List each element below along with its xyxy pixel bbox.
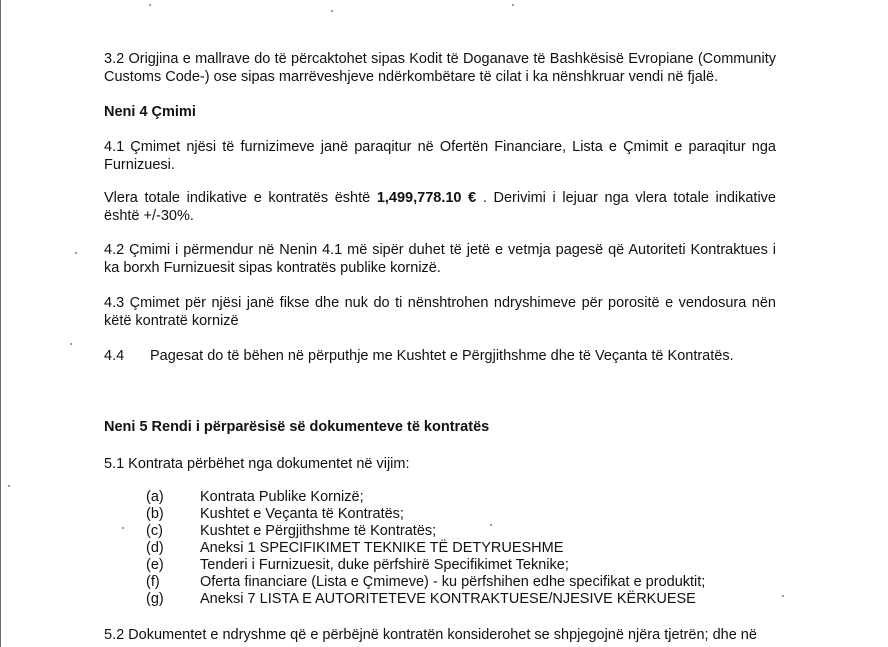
paragraph-4-4-text: Pagesat do të bëhen në përputhje me Kushtet e Përgjithshme dhe të Veçanta të Kontratës. — [150, 348, 734, 364]
list-item-marker: (b) — [146, 506, 164, 522]
paragraph-4-4 — [104, 347, 776, 365]
scan-speck — [149, 4, 151, 6]
paragraph-4-3: 4.3 Çmimet për njësi janë fikse dhe nuk do ti nënshtrohen ndryshimeve për porositë e vendosura nën këtë kontratë kornizë — [104, 295, 776, 329]
list-item — [146, 591, 696, 608]
list-item-marker: (d) — [146, 540, 164, 556]
scan-speck — [75, 252, 77, 254]
paragraph-5-2: 5.2 Dokumentet e ndryshme që e përbëjnë kontratën konsiderohet se shpjegojnë njëra tjetrën; dhe në — [104, 627, 757, 643]
total-value-amount: 1,499,778.10 € — [376, 190, 477, 206]
list-item-marker: (f) — [146, 574, 160, 590]
scan-border — [0, 0, 1, 647]
total-value-prefix: Vlera totale indikative e kontratës është — [104, 190, 377, 206]
list-item-text: Kushtet e Veçanta të Kontratës; — [200, 506, 404, 522]
paragraph-4-4-number: 4.4 — [104, 348, 125, 364]
scan-speck — [70, 343, 72, 345]
scan-speck — [8, 485, 10, 487]
list-item — [146, 574, 705, 591]
scan-speck — [512, 4, 514, 6]
list-item-marker: (a) — [146, 489, 164, 505]
list-item-text: Kushtet e Përgjithshme të Kontratës; — [200, 523, 437, 539]
list-item-marker: (e) — [146, 557, 164, 573]
list-item — [146, 523, 436, 540]
heading-neni-4: Neni 4 Çmimi — [104, 104, 196, 120]
list-item-marker: (c) — [146, 523, 163, 539]
scan-speck — [331, 10, 333, 12]
list-item-text: Aneksi 7 LISTA E AUTORITETEVE KONTRAKTUESE/NJESIVE KËRKUESE — [200, 591, 696, 607]
list-item — [146, 489, 364, 506]
paragraph-4-1: 4.1 Çmimet njësi të furnizimeve janë paraqitur në Ofertën Financiare, Lista e Çmimit e paraqitur nga Furnizuesi. — [104, 139, 776, 173]
paragraph-total-value — [104, 189, 776, 225]
heading-neni-5: Neni 5 Rendi i përparësisë së dokumenteve të kontratës — [104, 419, 490, 435]
list-item-text: Aneksi 1 SPECIFIKIMET TEKNIKE TË DETYRUESHME — [200, 540, 564, 556]
paragraph-5-1: 5.1 Kontrata përbëhet nga dokumentet në vijim: — [104, 456, 410, 472]
list-item-text: Kontrata Publike Kornizë; — [200, 489, 364, 505]
list-item — [146, 506, 404, 523]
list-item-marker: (g) — [146, 591, 164, 607]
scan-speck — [490, 524, 492, 526]
scan-speck — [782, 595, 784, 597]
total-value-suffix: . Derivimi i lejuar nga vlera totale indikative është +/-30%. — [104, 190, 776, 224]
list-item — [146, 540, 563, 557]
list-item — [146, 557, 569, 574]
paragraph-4-2: 4.2 Çmimi i përmendur në Nenin 4.1 më sipër duhet të jetë e vetmja pagesë që Autoriteti Kontraktues i ka borxh Furnizuesit sipas kontratës publike kornizë. — [104, 242, 776, 276]
paragraph-3-2: 3.2 Origjina e mallrave do të përcaktohet sipas Kodit të Doganave të Bashkësisë Evropiane (Community Customs Code-) ose sipas marrëveshjeve ndërkombëtare të cilat i ka nënshkruar vendi në fjalë. — [104, 51, 776, 85]
scan-speck — [122, 527, 124, 529]
list-item-text: Oferta financiare (Lista e Çmimeve) - ku përfshihen edhe specifikat e produktit; — [200, 574, 706, 590]
list-item-text: Tenderi i Furnizuesit, duke përfshirë Specifikimet Teknike; — [200, 557, 569, 573]
